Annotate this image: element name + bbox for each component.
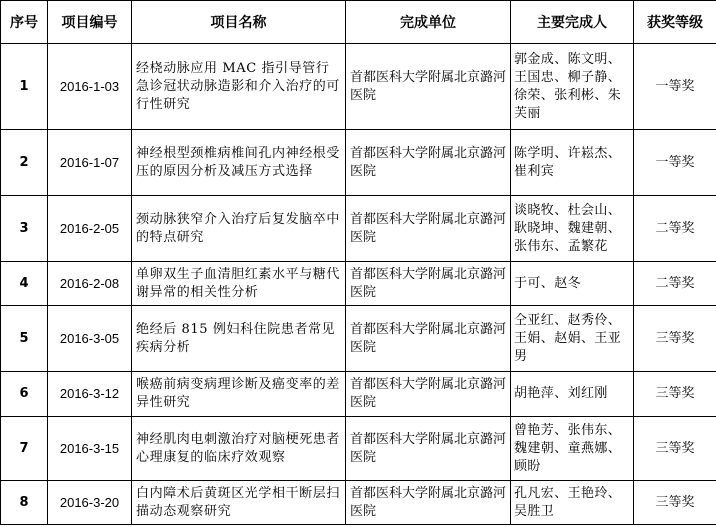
row-index: 4 [1, 262, 48, 306]
table-row [1, 372, 716, 417]
header-grade: 获奖等级 [634, 1, 716, 44]
row-people: 谈晓牧、杜会山、耿晓坤、魏建朝、张伟东、孟繁花 [511, 196, 634, 262]
row-project-name: 颈动脉狭窄介入治疗后复发脑卒中的特点研究 [132, 196, 346, 262]
row-grade: 三等奖 [634, 481, 716, 525]
table-row [1, 481, 716, 525]
row-people: 陈学明、许崧杰、崔利宾 [511, 130, 634, 196]
header-project-name: 项目名称 [132, 1, 346, 44]
table-row [1, 196, 716, 262]
table-row [1, 44, 716, 130]
row-code: 2016-2-05 [48, 196, 132, 262]
row-project-name: 喉癌前病变病理诊断及癌变率的差异性研究 [132, 372, 346, 417]
row-unit: 首都医科大学附属北京潞河医院 [346, 306, 511, 372]
row-index: 6 [1, 372, 48, 417]
row-unit: 首都医科大学附属北京潞河医院 [346, 130, 511, 196]
row-code: 2016-1-03 [48, 44, 132, 130]
row-index: 2 [1, 130, 48, 196]
row-unit: 首都医科大学附属北京潞河医院 [346, 417, 511, 481]
row-project-name: 经桡动脉应用 MAC 指引导管行急诊冠状动脉造影和介入治疗的可行性研究 [132, 44, 346, 130]
row-people: 曾艳芳、张伟东、魏建朝、童燕娜、顾盼 [511, 417, 634, 481]
row-grade: 二等奖 [634, 262, 716, 306]
row-people: 胡艳萍、刘红刚 [511, 372, 634, 417]
row-index: 8 [1, 481, 48, 525]
row-index: 7 [1, 417, 48, 481]
row-grade: 三等奖 [634, 372, 716, 417]
table-row [1, 262, 716, 306]
row-unit: 首都医科大学附属北京潞河医院 [346, 481, 511, 525]
row-project-name: 白内障术后黄斑区光学相干断层扫描动态观察研究 [132, 481, 346, 525]
row-code: 2016-3-20 [48, 481, 132, 525]
row-code: 2016-3-05 [48, 306, 132, 372]
row-grade: 三等奖 [634, 417, 716, 481]
row-index: 3 [1, 196, 48, 262]
table-row [1, 130, 716, 196]
header-row [1, 1, 716, 44]
row-grade: 一等奖 [634, 44, 716, 130]
row-unit: 首都医科大学附属北京潞河医院 [346, 262, 511, 306]
row-grade: 二等奖 [634, 196, 716, 262]
row-people: 仝亚红、赵秀伶、王娟、赵娟、王亚男 [511, 306, 634, 372]
header-unit: 完成单位 [346, 1, 511, 44]
row-code: 2016-3-12 [48, 372, 132, 417]
row-people: 郭金成、陈文明、王国忠、柳子静、徐荣、张利彬、朱芙丽 [511, 44, 634, 130]
row-code: 2016-1-07 [48, 130, 132, 196]
row-index: 5 [1, 306, 48, 372]
header-index: 序号 [1, 1, 48, 44]
row-unit: 首都医科大学附属北京潞河医院 [346, 372, 511, 417]
row-index: 1 [1, 44, 48, 130]
row-people: 孔凡宏、王艳玲、吴胜卫 [511, 481, 634, 525]
row-unit: 首都医科大学附属北京潞河医院 [346, 196, 511, 262]
row-code: 2016-2-08 [48, 262, 132, 306]
row-code: 2016-3-15 [48, 417, 132, 481]
table-row [1, 417, 716, 481]
row-project-name: 单卵双生子血清胆红素水平与糖代谢异常的相关性分析 [132, 262, 346, 306]
row-project-name: 神经肌肉电刺激治疗对脑梗死患者心理康复的临床疗效观察 [132, 417, 346, 481]
row-project-name: 神经根型颈椎病椎间孔内神经根受压的原因分析及减压方式选择 [132, 130, 346, 196]
row-grade: 一等奖 [634, 130, 716, 196]
header-project-code: 项目编号 [48, 1, 132, 44]
table-row [1, 306, 716, 372]
row-grade: 三等奖 [634, 306, 716, 372]
header-people: 主要完成人 [511, 1, 634, 44]
row-unit: 首都医科大学附属北京潞河医院 [346, 44, 511, 130]
row-project-name: 绝经后 815 例妇科住院患者常见疾病分析 [132, 306, 346, 372]
row-people: 于可、赵冬 [511, 262, 634, 306]
